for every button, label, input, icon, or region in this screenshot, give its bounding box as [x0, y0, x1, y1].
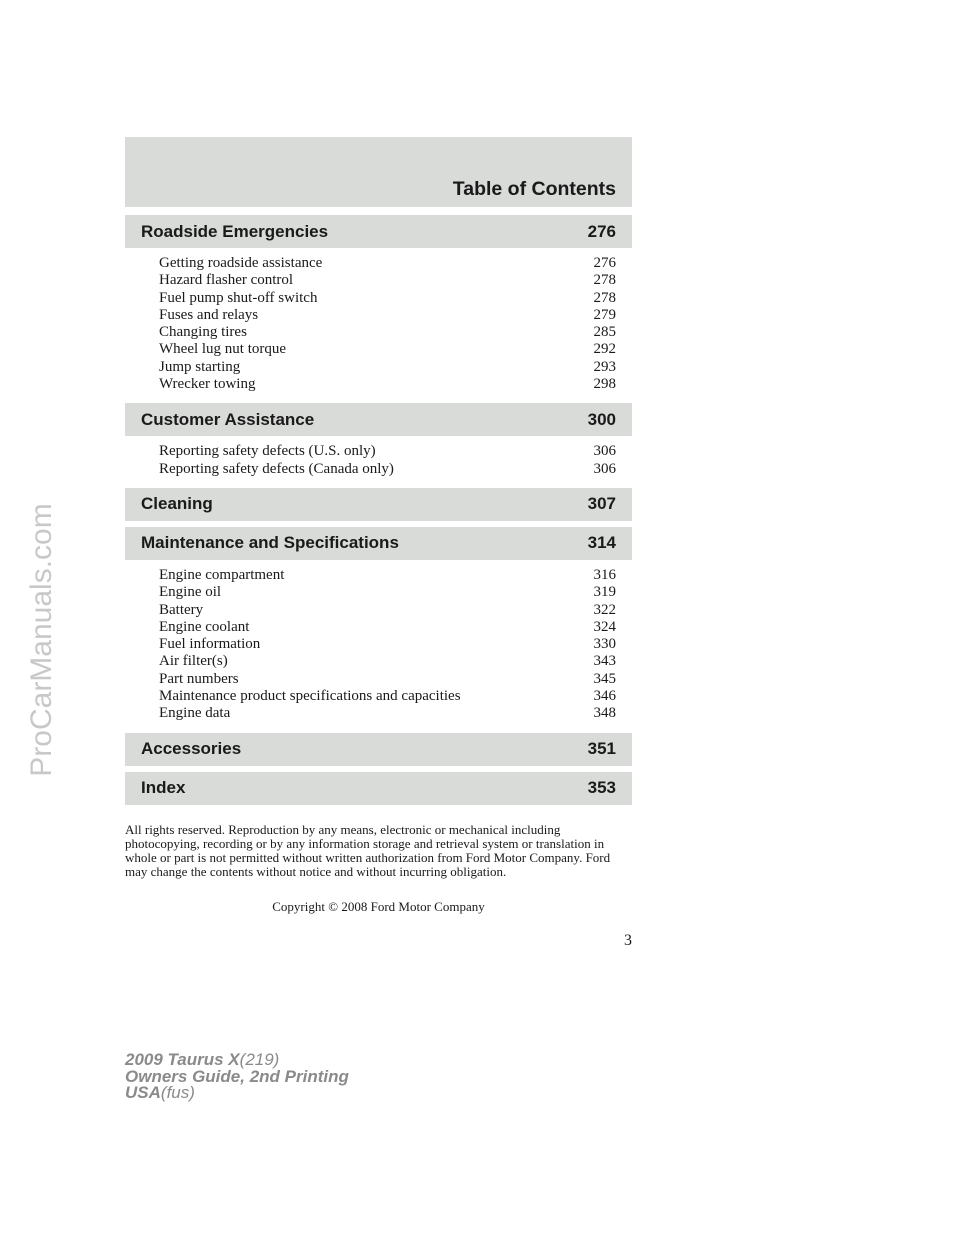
entry-page: 292 — [593, 341, 616, 358]
section-page: 307 — [587, 494, 616, 514]
toc-entry[interactable] — [159, 443, 616, 460]
entry-page: 319 — [593, 584, 616, 601]
entry-page: 316 — [593, 566, 616, 583]
entry-label: Fuel pump shut-off switch — [159, 289, 318, 306]
toc-section — [125, 403, 632, 482]
entry-label: Fuel information — [159, 636, 261, 653]
page-number: 3 — [624, 932, 632, 949]
entry-label: Fuses and relays — [159, 306, 259, 323]
toc-entry[interactable] — [159, 671, 616, 688]
legal-notice: All rights reserved. Reproduction by any means, electronic or mechanical including photocopying, recording or by any information storage and retrieval system or translation in whole or part is not permitted without written authorization from Ford Motor Company. Ford may change the contents without notice and without incurring obligation. — [125, 822, 611, 879]
toc-entry[interactable] — [159, 619, 616, 636]
footer-market: USA — [125, 1083, 161, 1102]
entry-page: 306 — [593, 443, 616, 460]
entry-label: Engine data — [159, 705, 231, 722]
entry-page: 346 — [593, 688, 616, 705]
toc-section — [125, 733, 632, 766]
table-of-contents — [125, 215, 632, 811]
entry-label: Wheel lug nut torque — [159, 341, 287, 358]
entry-page: 298 — [593, 376, 616, 393]
entry-page: 293 — [593, 358, 616, 375]
footer-market-code: (fus) — [160, 1083, 195, 1102]
entry-page: 330 — [593, 636, 616, 653]
entry-label: Part numbers — [159, 670, 239, 687]
section-title: Maintenance and Specifications — [141, 533, 399, 553]
copyright-notice: Copyright © 2008 Ford Motor Company — [272, 899, 485, 914]
entry-label: Reporting safety defects (Canada only) — [159, 460, 394, 477]
toc-entry[interactable] — [159, 461, 616, 478]
entry-list — [125, 248, 632, 397]
entry-page: 276 — [593, 255, 616, 271]
footer-model-code: (219) — [239, 1050, 280, 1069]
section-heading[interactable] — [125, 772, 632, 805]
toc-section — [125, 215, 632, 397]
toc-entry[interactable] — [159, 359, 616, 376]
section-heading[interactable] — [125, 488, 632, 521]
entry-page: 278 — [593, 272, 616, 289]
entry-page: 343 — [593, 653, 616, 670]
section-page: 351 — [587, 739, 616, 759]
toc-section — [125, 488, 632, 521]
section-heading[interactable] — [125, 527, 632, 560]
entry-list — [125, 436, 632, 482]
entry-page: 306 — [593, 460, 616, 477]
toc-section — [125, 527, 632, 727]
entry-label: Wrecker towing — [159, 376, 256, 393]
section-title: Index — [141, 778, 186, 798]
section-heading[interactable] — [125, 733, 632, 766]
header-band — [125, 137, 632, 207]
entry-label: Jump starting — [159, 358, 241, 375]
entry-page: 322 — [593, 601, 616, 618]
entry-label: Getting roadside assistance — [159, 255, 323, 271]
entry-label: Air filter(s) — [159, 653, 228, 670]
entry-label: Engine compartment — [159, 566, 285, 583]
toc-entry[interactable] — [159, 272, 616, 289]
section-title: Roadside Emergencies — [141, 221, 329, 241]
entry-page: 279 — [593, 306, 616, 323]
section-page: 353 — [587, 778, 616, 798]
section-page: 300 — [587, 409, 616, 429]
watermark: ProCarManuals.com — [25, 503, 58, 777]
entry-label: Battery — [159, 601, 204, 618]
footer-guide: Owners Guide, 2nd Printing — [125, 1066, 349, 1086]
entry-page: 348 — [593, 705, 616, 722]
footer-line-market — [125, 1085, 349, 1102]
entry-label: Engine coolant — [159, 618, 250, 635]
toc-entry[interactable] — [159, 324, 616, 341]
entry-page: 278 — [593, 289, 616, 306]
entry-page: 285 — [593, 324, 616, 341]
page-title: Table of Contents — [452, 178, 616, 200]
toc-entry[interactable] — [159, 307, 616, 324]
entry-page: 345 — [593, 670, 616, 687]
toc-entry[interactable] — [159, 653, 616, 670]
toc-section — [125, 772, 632, 805]
toc-entry[interactable] — [159, 636, 616, 653]
section-title: Customer Assistance — [141, 409, 315, 429]
toc-entry[interactable] — [159, 688, 616, 705]
entry-label: Engine oil — [159, 584, 222, 601]
section-title: Cleaning — [141, 494, 213, 514]
toc-entry[interactable] — [159, 255, 616, 272]
entry-label: Changing tires — [159, 324, 247, 341]
section-page: 276 — [587, 221, 616, 241]
toc-entry[interactable] — [159, 705, 616, 722]
toc-entry[interactable] — [159, 584, 616, 601]
entry-label: Reporting safety defects (U.S. only) — [159, 443, 376, 460]
entry-list — [125, 560, 632, 727]
entry-label: Hazard flasher control — [159, 272, 294, 289]
footer — [125, 1052, 349, 1102]
entry-page: 324 — [593, 618, 616, 635]
entry-label: Maintenance product specifications and capacities — [159, 688, 461, 705]
toc-entry[interactable] — [159, 376, 616, 393]
footer-model: 2009 Taurus X — [125, 1050, 240, 1069]
toc-entry[interactable] — [159, 341, 616, 358]
section-heading[interactable] — [125, 403, 632, 436]
section-heading[interactable] — [125, 215, 632, 248]
toc-entry[interactable] — [159, 567, 616, 584]
toc-entry[interactable] — [159, 290, 616, 307]
section-title: Accessories — [141, 739, 242, 759]
toc-entry[interactable] — [159, 602, 616, 619]
section-page: 314 — [587, 533, 616, 553]
